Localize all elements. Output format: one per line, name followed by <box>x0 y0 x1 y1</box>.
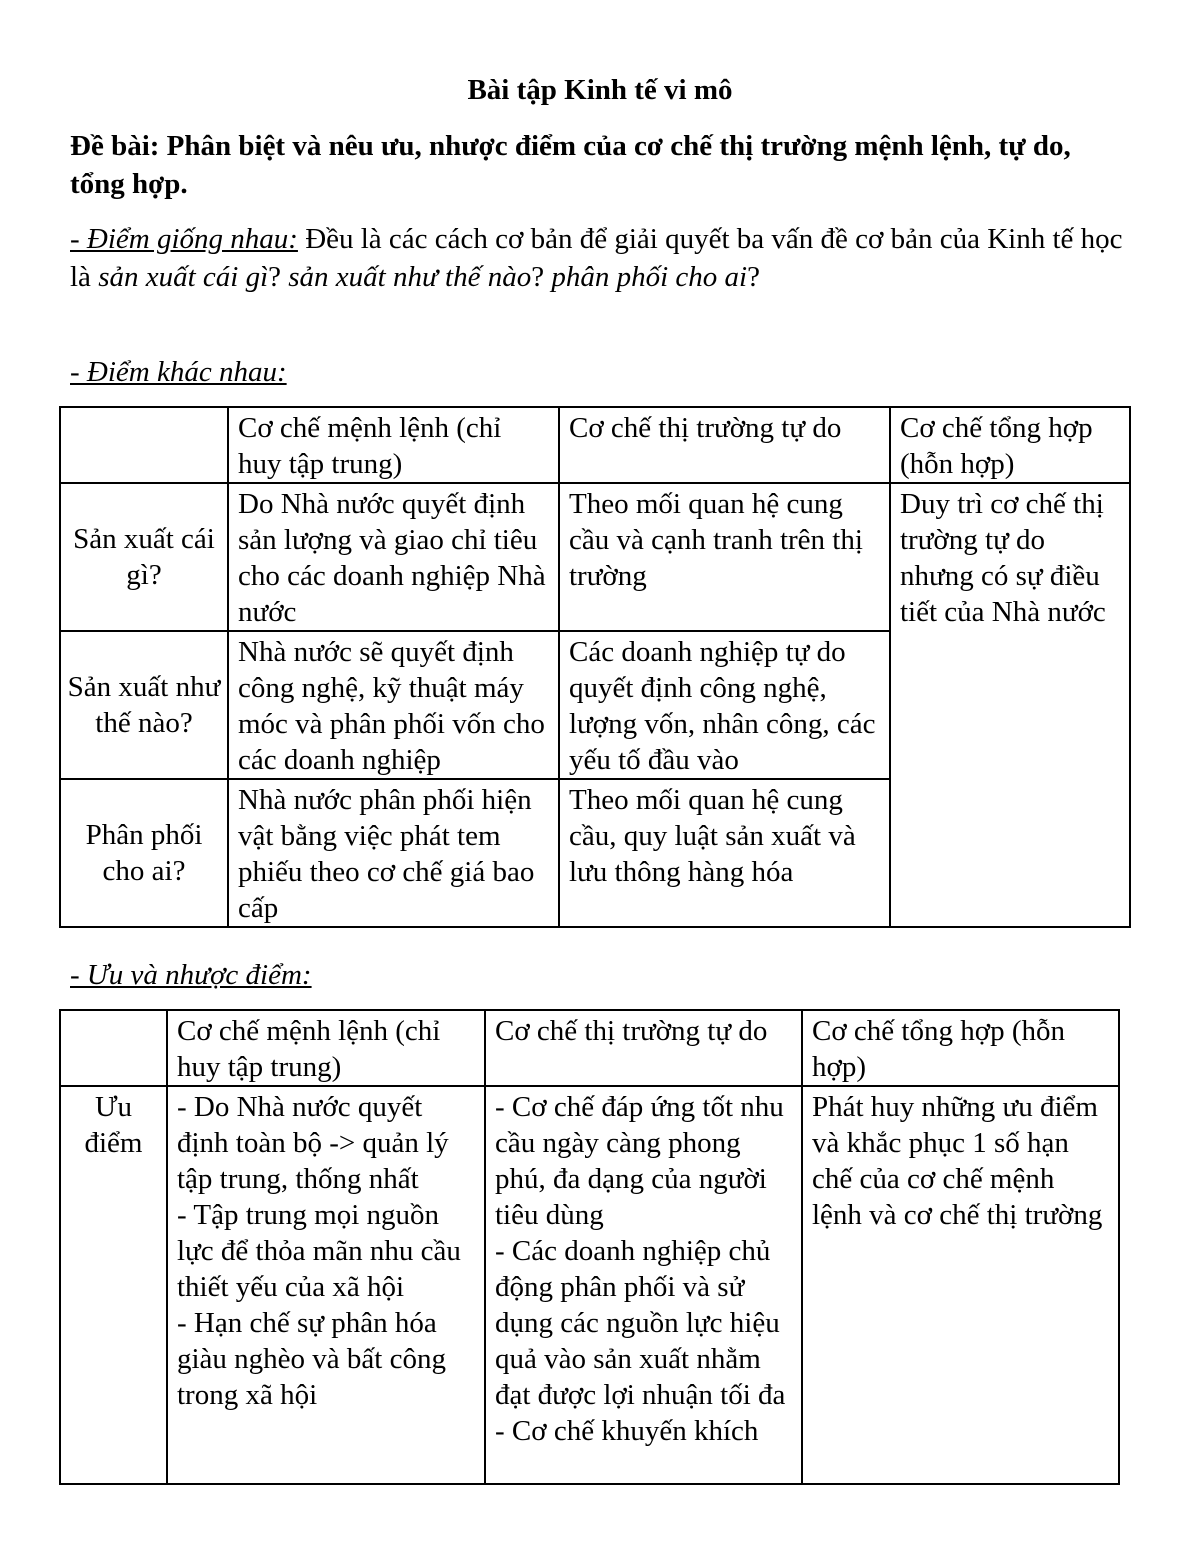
list-item: - Tập trung mọi nguồn lực để thỏa mãn nhu cầu thiết yếu của xã hội <box>177 1199 461 1303</box>
header-cell-market: Cơ chế thị trường tự do <box>485 1010 802 1086</box>
table-row <box>60 483 1130 631</box>
similarities-text: Đều là các cách cơ bản để giải quyết ba vấn đề cơ bản của Kinh tế học là <box>70 223 1123 293</box>
command-cell: Do Nhà nước quyết định sản lượng và giao chỉ tiêu cho các doanh nghiệp Nhà nước <box>228 483 559 631</box>
mixed-cell: Duy trì cơ chế thị trường tự do nhưng có sự điều tiết của Nhà nước <box>890 483 1130 927</box>
table-header-row <box>60 407 1130 483</box>
table-row <box>60 1086 1119 1484</box>
list-item: - Hạn chế sự phân hóa giàu nghèo và bất công trong xã hội <box>177 1307 446 1411</box>
header-cell-market: Cơ chế thị trường tự do <box>559 407 890 483</box>
list-item: - Do Nhà nước quyết định toàn bộ -> quản lý tập trung, thống nhất <box>177 1091 449 1195</box>
mixed-cell: Phát huy những ưu điểm và khắc phục 1 số hạn chế của cơ chế mệnh lệnh và cơ chế thị trường <box>802 1086 1119 1484</box>
question-for-whom: phân phối cho ai <box>551 261 748 293</box>
command-cell <box>167 1086 485 1484</box>
separator: ? <box>268 261 289 293</box>
pros-cons-heading: - Ưu và nhược điểm: <box>70 959 312 991</box>
row-label: Sản xuất cái gì? <box>60 483 228 631</box>
separator: ? <box>531 261 552 293</box>
list-item: - Các doanh nghiệp chủ động phân phối và sử dụng các nguồn lực hiệu quả vào sản xuất nhằm đạt được lợi nhuận tối đa <box>495 1235 786 1411</box>
similarities-paragraph <box>70 220 1135 296</box>
separator: ? <box>747 261 760 293</box>
row-label: Sản xuất như thế nào? <box>60 631 228 779</box>
table-header-row <box>60 1010 1119 1086</box>
header-cell-empty <box>60 407 228 483</box>
command-cell: Nhà nước sẽ quyết định công nghệ, kỹ thuật máy móc và phân phối vốn cho các doanh nghiệp <box>228 631 559 779</box>
list-item: - Cơ chế khuyến khích <box>495 1415 759 1447</box>
similarities-label: - Điểm giống nhau: <box>70 223 298 255</box>
document-title: Bài tập Kinh tế vi mô <box>467 74 733 106</box>
market-cell: Các doanh nghiệp tự do quyết định công nghệ, lượng vốn, nhân công, các yếu tố đầu vào <box>559 631 890 779</box>
row-label: Ưu điểm <box>60 1086 167 1484</box>
market-cell: Theo mối quan hệ cung cầu, quy luật sản xuất và lưu thông hàng hóa <box>559 779 890 927</box>
header-cell-command: Cơ chế mệnh lệnh (chỉ huy tập trung) <box>167 1010 485 1086</box>
header-cell-empty <box>60 1010 167 1086</box>
differences-table <box>59 406 1131 928</box>
assignment-prompt: Đề bài: Phân biệt và nêu ưu, nhược điểm của cơ chế thị trường mệnh lệnh, tự do, tổng hợp. <box>70 130 1071 200</box>
header-cell-mixed: Cơ chế tổng hợp (hỗn hợp) <box>890 407 1130 483</box>
list-item: - Cơ chế đáp ứng tốt nhu cầu ngày càng phong phú, đa dạng của người tiêu dùng <box>495 1091 784 1231</box>
question-how: sản xuất như thế nào <box>288 261 532 293</box>
pros-cons-table <box>59 1009 1120 1485</box>
differences-heading: - Điểm khác nhau: <box>70 356 287 388</box>
row-label: Phân phối cho ai? <box>60 779 228 927</box>
market-cell <box>485 1086 802 1484</box>
header-cell-mixed: Cơ chế tổng hợp (hỗn hợp) <box>802 1010 1119 1086</box>
header-cell-command: Cơ chế mệnh lệnh (chỉ huy tập trung) <box>228 407 559 483</box>
question-what: sản xuất cái gì <box>98 261 269 293</box>
market-cell: Theo mối quan hệ cung cầu và cạnh tranh trên thị trường <box>559 483 890 631</box>
command-cell: Nhà nước phân phối hiện vật bằng việc phát tem phiếu theo cơ chế giá bao cấp <box>228 779 559 927</box>
